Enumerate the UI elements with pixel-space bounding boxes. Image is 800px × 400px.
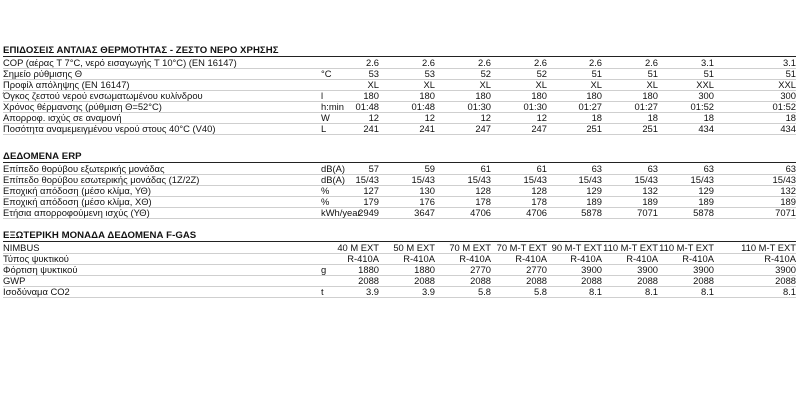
- row-value: XL: [535, 79, 547, 90]
- row-value: 129: [698, 185, 714, 196]
- row-value: 18: [647, 112, 658, 123]
- row-value: 2.6: [588, 57, 602, 68]
- row-value: 189: [586, 196, 602, 207]
- row-label: Χρόνος θέρμανσης (ρύθμιση Θ=52°C): [3, 101, 162, 112]
- row-value: 52: [536, 68, 547, 79]
- row-value: 5878: [693, 207, 714, 218]
- row-divider: [3, 134, 796, 135]
- row-label: Όγκος ζεστού νερού ενσωματωμένου κυλίνδρου: [3, 90, 203, 101]
- row-value: 4706: [526, 207, 547, 218]
- row-value: 15/43: [523, 174, 547, 185]
- row-value: R-410A: [764, 253, 796, 264]
- row-value: 2770: [526, 264, 547, 275]
- row-value: 5.8: [477, 286, 491, 297]
- row-value: 01:48: [355, 101, 379, 112]
- row-value: R-410A: [347, 253, 379, 264]
- row-value: 2088: [693, 275, 714, 286]
- row-label: Προφίλ απόληψης (EN 16147): [3, 79, 130, 90]
- row-value: 300: [780, 90, 796, 101]
- table-row: [3, 253, 796, 264]
- row-value: XL: [423, 79, 435, 90]
- row-value: 3.1: [782, 57, 796, 68]
- row-value: 300: [698, 90, 714, 101]
- row-unit: dB(A): [321, 163, 345, 174]
- section-title: ΔΕΔΟΜΕΝΑ ERP: [3, 151, 82, 162]
- row-value: R-410A: [459, 253, 491, 264]
- row-value: 63: [647, 163, 658, 174]
- row-value: 18: [785, 112, 796, 123]
- row-value: 53: [368, 68, 379, 79]
- row-label: Ετήσια απορροφούμενη ισχύς (ΥΘ): [3, 207, 150, 218]
- row-value: 15/43: [578, 174, 602, 185]
- row-value: 241: [363, 123, 379, 134]
- row-value: 1880: [414, 264, 435, 275]
- row-label: GWP: [3, 275, 26, 286]
- row-value: 57: [368, 163, 379, 174]
- table-row: [3, 196, 796, 207]
- row-value: 241: [419, 123, 435, 134]
- row-value: R-410A: [570, 253, 602, 264]
- row-value: R-410A: [515, 253, 547, 264]
- row-value: 70 M-T EXT: [496, 242, 547, 253]
- row-value: 7071: [637, 207, 658, 218]
- table-row: [3, 79, 796, 90]
- row-value: XL: [367, 79, 379, 90]
- row-unit: l: [321, 90, 324, 101]
- row-value: 189: [642, 196, 658, 207]
- row-value: 51: [647, 68, 658, 79]
- row-value: 63: [785, 163, 796, 174]
- row-value: 59: [424, 163, 435, 174]
- row-value: 8.1: [588, 286, 602, 297]
- row-value: XXL: [696, 79, 714, 90]
- row-unit: %: [321, 185, 330, 196]
- row-value: R-410A: [682, 253, 714, 264]
- row-value: 53: [424, 68, 435, 79]
- row-value: 176: [419, 196, 435, 207]
- row-value: 7071: [775, 207, 796, 218]
- row-value: 251: [642, 123, 658, 134]
- row-value: 2088: [775, 275, 796, 286]
- table-row: [3, 174, 796, 185]
- row-value: 18: [703, 112, 714, 123]
- row-value: 127: [363, 185, 379, 196]
- row-value: 01:52: [772, 101, 796, 112]
- row-value: 247: [475, 123, 491, 134]
- row-unit: L: [321, 123, 327, 134]
- row-value: 110 M-T EXT: [659, 242, 714, 253]
- row-value: 01:27: [578, 101, 602, 112]
- row-value: 61: [536, 163, 547, 174]
- row-value: 8.1: [782, 286, 796, 297]
- row-value: 180: [419, 90, 435, 101]
- table-row: [3, 123, 796, 134]
- row-value: 15/43: [634, 174, 658, 185]
- table-row: [3, 112, 796, 123]
- row-unit: W: [321, 112, 330, 123]
- row-value: 61: [480, 163, 491, 174]
- row-value: 2088: [526, 275, 547, 286]
- row-value: 15/43: [467, 174, 491, 185]
- row-value: 18: [591, 112, 602, 123]
- row-value: 2.6: [365, 57, 379, 68]
- row-value: 63: [703, 163, 714, 174]
- row-value: R-410A: [626, 253, 658, 264]
- row-label: Τύπος ψυκτικού: [3, 253, 69, 264]
- row-label: Απορροφ. ισχύς σε αναμονή: [3, 112, 122, 123]
- row-label: Εποχική απόδοση (μέσο κλίμα, ΧΘ): [3, 196, 152, 207]
- row-value: 2088: [414, 275, 435, 286]
- table-row: [3, 101, 796, 112]
- row-value: 5.8: [533, 286, 547, 297]
- row-unit: t: [321, 286, 324, 297]
- row-value: 180: [586, 90, 602, 101]
- row-value: 51: [785, 68, 796, 79]
- row-divider: [3, 297, 796, 298]
- row-value: R-410A: [403, 253, 435, 264]
- row-value: 01:30: [467, 101, 491, 112]
- row-value: 15/43: [772, 174, 796, 185]
- row-unit: kWh/year: [321, 207, 361, 218]
- row-value: 40 M EXT: [337, 242, 379, 253]
- row-value: 51: [591, 68, 602, 79]
- row-value: 3900: [775, 264, 796, 275]
- row-value: XXL: [778, 79, 796, 90]
- row-value: 2088: [358, 275, 379, 286]
- row-value: 15/43: [355, 174, 379, 185]
- row-value: 3.9: [421, 286, 435, 297]
- row-value: XL: [479, 79, 491, 90]
- row-label: Ποσότητα αναμεμειγμένου νερού στους 40°C (V40): [3, 123, 216, 134]
- row-value: 3647: [414, 207, 435, 218]
- row-value: 8.1: [644, 286, 658, 297]
- row-value: 15/43: [411, 174, 435, 185]
- row-value: 4706: [470, 207, 491, 218]
- row-label: NIMBUS: [3, 242, 40, 253]
- section-title: ΕΠΙΔΟΣΕΙΣ ΑΝΤΛΙΑΣ ΘΕΡΜΟΤΗΤΑΣ - ΖΕΣΤΟ ΝΕΡΟ ΧΡΗΣΗΣ: [3, 45, 279, 56]
- row-value: 2770: [470, 264, 491, 275]
- row-value: 180: [363, 90, 379, 101]
- row-value: 51: [703, 68, 714, 79]
- table-row: [3, 163, 796, 174]
- row-value: 3900: [693, 264, 714, 275]
- row-value: 434: [780, 123, 796, 134]
- row-value: 2088: [637, 275, 658, 286]
- row-value: 132: [780, 185, 796, 196]
- row-label: Εποχική απόδοση (μέσο κλίμα, ΥΘ): [3, 185, 151, 196]
- row-value: 132: [642, 185, 658, 196]
- row-label: Σημείο ρύθμισης Θ: [3, 68, 83, 79]
- row-value: 01:52: [690, 101, 714, 112]
- row-value: 2.6: [421, 57, 435, 68]
- row-value: 3.1: [700, 57, 714, 68]
- row-value: 2.6: [533, 57, 547, 68]
- row-value: 189: [698, 196, 714, 207]
- row-value: 179: [363, 196, 379, 207]
- row-value: 434: [698, 123, 714, 134]
- row-value: 3900: [581, 264, 602, 275]
- row-value: 2088: [470, 275, 491, 286]
- row-value: 247: [531, 123, 547, 134]
- row-value: 12: [536, 112, 547, 123]
- row-value: XL: [590, 79, 602, 90]
- table-row: [3, 185, 796, 196]
- row-value: 90 M-T EXT: [551, 242, 602, 253]
- row-value: 5878: [581, 207, 602, 218]
- table-row: [3, 207, 796, 218]
- row-value: 3.9: [365, 286, 379, 297]
- row-label: Επίπεδο θορύβου εσωτερικής μονάδας (1Z/2Z): [3, 174, 200, 185]
- row-value: 128: [531, 185, 547, 196]
- row-value: 1880: [358, 264, 379, 275]
- row-value: 52: [480, 68, 491, 79]
- row-value: 130: [419, 185, 435, 196]
- row-value: 180: [531, 90, 547, 101]
- table-row: [3, 275, 796, 286]
- row-value: 70 M EXT: [449, 242, 491, 253]
- row-value: 12: [368, 112, 379, 123]
- row-value: 189: [780, 196, 796, 207]
- row-value: 251: [586, 123, 602, 134]
- row-value: 110 M-T EXT: [741, 242, 796, 253]
- row-value: 178: [531, 196, 547, 207]
- row-label: COP (αέρας T 7°C, νερό εισαγωγής T 10°C) (EN 16147): [3, 57, 237, 68]
- row-value: 12: [424, 112, 435, 123]
- row-unit: dB(A): [321, 174, 345, 185]
- table-row: [3, 68, 796, 79]
- section-title: ΕΞΩΤΕΡΙΚΗ ΜΟΝΑΔΑ ΔΕΔΟΜΕΝΑ F-GAS: [3, 230, 197, 241]
- row-value: 8.1: [700, 286, 714, 297]
- table-row: [3, 286, 796, 297]
- row-value: 180: [642, 90, 658, 101]
- row-value: 63: [591, 163, 602, 174]
- row-label: Φόρτιση ψυκτικού: [3, 264, 78, 275]
- row-value: XL: [646, 79, 658, 90]
- table-row: [3, 264, 796, 275]
- table-row: [3, 242, 796, 253]
- row-value: 2949: [358, 207, 379, 218]
- row-value: 180: [475, 90, 491, 101]
- row-value: 2.6: [644, 57, 658, 68]
- row-unit: h:min: [321, 101, 344, 112]
- row-value: 50 M EXT: [393, 242, 435, 253]
- row-label: Ισοδύναμα CO2: [3, 286, 70, 297]
- row-value: 129: [586, 185, 602, 196]
- row-value: 110 M-T EXT: [603, 242, 658, 253]
- row-value: 3900: [637, 264, 658, 275]
- row-label: Επίπεδο θορύβου εξωτερικής μονάδας: [3, 163, 165, 174]
- row-value: 01:30: [523, 101, 547, 112]
- row-value: 128: [475, 185, 491, 196]
- row-divider: [3, 218, 796, 219]
- row-unit: %: [321, 196, 330, 207]
- row-value: 178: [475, 196, 491, 207]
- table-row: [3, 90, 796, 101]
- row-unit: g: [321, 264, 327, 275]
- row-value: 12: [480, 112, 491, 123]
- row-value: 01:48: [411, 101, 435, 112]
- row-value: 2088: [581, 275, 602, 286]
- row-unit: °C: [321, 68, 332, 79]
- row-value: 01:27: [634, 101, 658, 112]
- row-value: 15/43: [690, 174, 714, 185]
- row-value: 2.6: [477, 57, 491, 68]
- table-row: [3, 57, 796, 68]
